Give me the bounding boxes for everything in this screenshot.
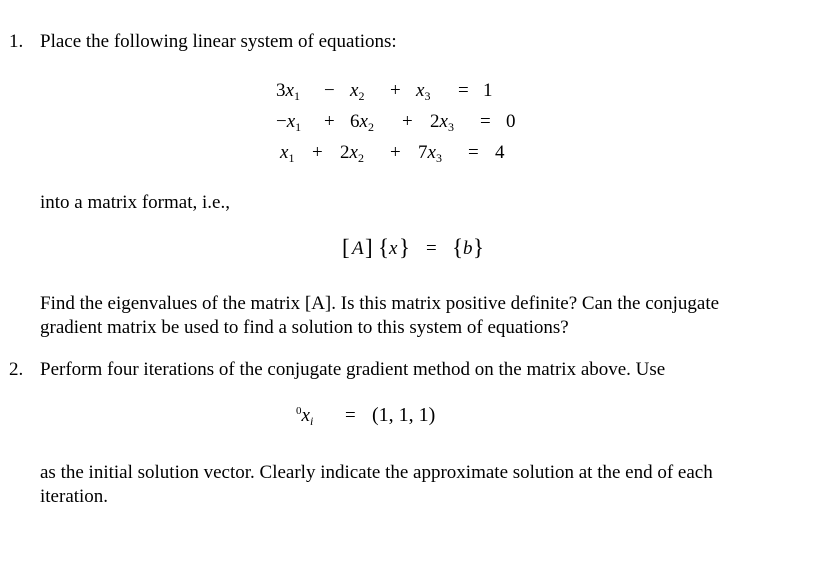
eq2-rhs: 0 [506, 111, 516, 132]
vector-x: x [389, 238, 398, 259]
initial-vector-symbol: $^0x_i$ [296, 405, 314, 428]
x-close-brace: } [399, 235, 411, 260]
eq3-equals: = [468, 142, 479, 163]
matrix-format-intro: into a matrix format, i.e., [40, 192, 230, 213]
matrix-equation [342, 235, 502, 268]
eq3-op2: + [390, 142, 401, 163]
eq2-term3: $2x_3$ [430, 111, 454, 134]
eq3-rhs: 4 [495, 142, 505, 163]
eq2-term1: $-x_1$ [276, 111, 302, 134]
eq1-rhs: 1 [483, 80, 493, 101]
A-open-bracket: [ [342, 235, 350, 260]
eq2-term2: $6x_2$ [350, 111, 374, 134]
eq1-term3: $x_3$ [416, 80, 431, 103]
eq2-op1: + [324, 111, 335, 132]
problem-2-text: Perform four iterations of the conjugate gradient method on the matrix above. Use [40, 359, 666, 380]
eq3-term3: $7x_3$ [418, 142, 442, 165]
b-close-brace: } [473, 235, 485, 260]
initial-vector-value: (1, 1, 1) [372, 404, 436, 426]
eq2-equals: = [480, 111, 491, 132]
closing-line-1: as the initial solution vector. Clearly indicate the approximate solution at the end of each [40, 462, 713, 483]
A-close-bracket: ] [365, 235, 373, 260]
initial-vector-equation [296, 405, 456, 435]
x-open-brace: { [378, 235, 390, 260]
eq3-op1: + [312, 142, 323, 163]
eq1-term2: $x_2$ [350, 80, 365, 103]
matrix-A: A [352, 238, 364, 259]
b-open-brace: { [452, 235, 464, 260]
question-line-1: Find the eigenvalues of the matrix [A]. Is this matrix positive definite? Can the conjugate [40, 293, 720, 314]
matrix-equals: = [426, 238, 437, 259]
linear-system [276, 80, 536, 180]
problem-1-number: 1. [9, 31, 24, 52]
eq3-term2: $2x_2$ [340, 142, 364, 165]
problem-1-intro: Place the following linear system of equations: [40, 31, 397, 52]
eq1-term1: $3x_1$ [276, 80, 300, 103]
initial-vector-equals: = [345, 405, 356, 426]
eq2-op2: + [402, 111, 413, 132]
eq1-op1: − [324, 80, 335, 101]
question-line-2: gradient matrix be used to find a solution to this system of equations? [40, 317, 569, 338]
problem-2-number: 2. [9, 359, 24, 380]
eq1-equals: = [458, 80, 469, 101]
eq3-term1: $x_1$ [280, 142, 295, 165]
eq1-op2: + [390, 80, 401, 101]
vector-b: b [463, 238, 473, 259]
closing-line-2: iteration. [40, 486, 109, 507]
